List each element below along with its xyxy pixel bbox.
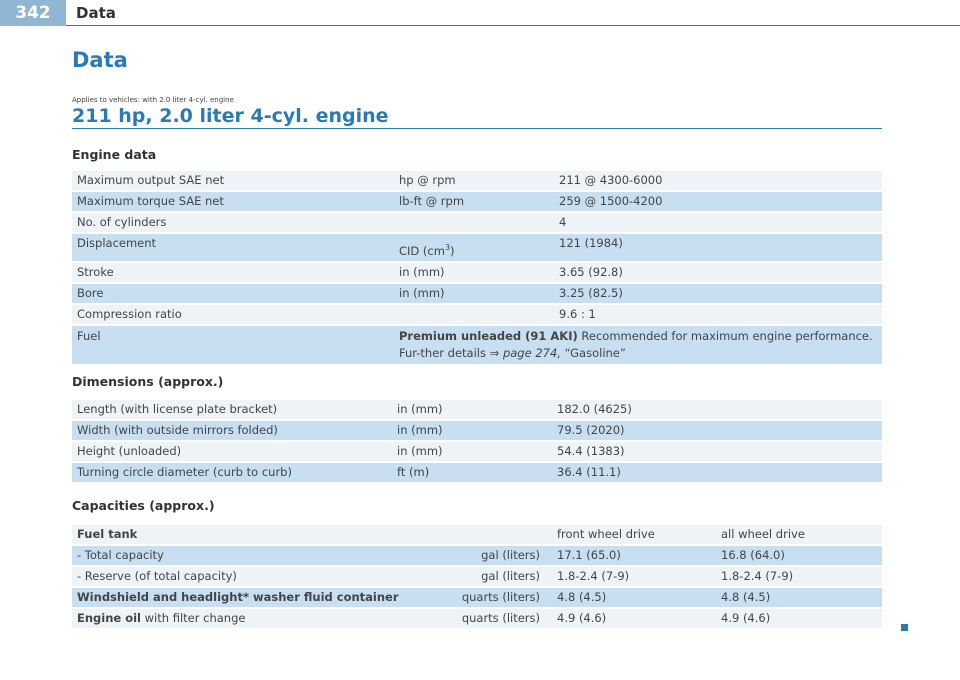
table-row (72, 546, 882, 565)
capacities-heading: Capacities (approx.) (72, 498, 215, 513)
table-row (72, 525, 882, 544)
table-row (72, 609, 882, 628)
row-unit: in (mm) (394, 284, 554, 303)
row-label: No. of cylinders (72, 213, 394, 232)
dimensions-table (72, 398, 882, 484)
row-label: Height (unloaded) (72, 442, 392, 461)
table-row (72, 213, 882, 232)
row-unit: ft (m) (392, 463, 552, 482)
table-row (72, 263, 882, 282)
row-label: Compression ratio (72, 305, 394, 324)
row-label: Maximum torque SAE net (72, 192, 394, 211)
row-value: 3.65 (92.8) (554, 263, 882, 282)
table-row (72, 588, 882, 607)
row-label: - Total capacity (72, 546, 449, 565)
row-label: Displacement (72, 234, 394, 261)
capacities-table (72, 523, 882, 630)
table-row (72, 421, 882, 440)
row-value: 36.4 (11.1) (552, 463, 882, 482)
row-unit (394, 305, 554, 324)
arrow-icon: ⇒ (489, 345, 503, 360)
row-value: 79.5 (2020) (552, 421, 882, 440)
table-row (72, 192, 882, 211)
row-unit: hp @ rpm (394, 171, 554, 190)
row-label: Fuel (72, 326, 394, 364)
row-value-fwd: 4.8 (4.5) (552, 588, 716, 607)
row-value: 9.6 : 1 (554, 305, 882, 324)
page-number: 342 (0, 0, 66, 26)
unit-superscript: 3 (444, 243, 451, 252)
column-header-awd: all wheel drive (716, 525, 882, 544)
row-value-fwd: 1.8-2.4 (7-9) (552, 567, 716, 586)
fuel-text: Recommended for maximum engine performance. Fur-ther details (399, 328, 873, 360)
row-label: Fuel tank (72, 525, 449, 544)
row-label: Length (with license plate bracket) (72, 400, 392, 419)
row-unit: gal (liters) (449, 567, 552, 586)
row-value-awd: 1.8-2.4 (7-9) (716, 567, 882, 586)
unit-close: ) (450, 243, 455, 258)
row-value: 4 (554, 213, 882, 232)
row-unit: quarts (liters) (449, 588, 552, 607)
row-unit (449, 525, 552, 544)
table-row (72, 567, 882, 586)
row-value: 259 @ 1500-4200 (554, 192, 882, 211)
row-value-fwd: 17.1 (65.0) (552, 546, 716, 565)
row-value-awd: 4.9 (4.6) (716, 609, 882, 628)
row-label: Bore (72, 284, 394, 303)
dimensions-heading: Dimensions (approx.) (72, 374, 224, 389)
oil-label-bold: Engine oil (77, 611, 141, 625)
row-value: 211 @ 4300-6000 (554, 171, 882, 190)
row-unit: in (mm) (392, 442, 552, 461)
row-label: - Reserve (of total capacity) (72, 567, 449, 586)
row-unit: in (mm) (392, 421, 552, 440)
row-unit: in (mm) (392, 400, 552, 419)
table-row (72, 171, 882, 190)
header-rule (66, 25, 960, 26)
table-row (72, 234, 882, 261)
engine-data-table (72, 169, 882, 366)
row-label: Maximum output SAE net (72, 171, 394, 190)
row-value: 182.0 (4625) (552, 400, 882, 419)
table-row (72, 400, 882, 419)
table-row (72, 442, 882, 461)
row-value-fwd: 4.9 (4.6) (552, 609, 716, 628)
section-end-marker (901, 624, 908, 631)
engine-title: 211 hp, 2.0 liter 4-cyl. engine (72, 105, 389, 127)
row-label: Width (with outside mirrors folded) (72, 421, 392, 440)
page-title: Data (72, 48, 128, 72)
column-header-fwd: front wheel drive (552, 525, 716, 544)
row-value: 54.4 (1383) (552, 442, 882, 461)
fuel-text-end: “Gasoline” (560, 345, 626, 360)
fuel-type: Premium unleaded (91 AKI) (399, 328, 578, 343)
engine-data-heading: Engine data (72, 147, 157, 162)
table-row (72, 284, 882, 303)
unit-text: CID (cm (399, 243, 445, 258)
row-value: 121 (1984) (554, 234, 882, 261)
row-label: Windshield and headlight* washer fluid container (72, 588, 449, 607)
row-unit (394, 213, 554, 232)
table-row (72, 463, 882, 482)
oil-label-rest: with filter change (141, 611, 246, 625)
running-title: Data (76, 4, 116, 22)
row-label (72, 609, 449, 628)
row-unit (394, 234, 554, 261)
applies-to-note: Applies to vehicles: with 2.0 liter 4-cyl. engine (72, 96, 234, 104)
page-reference-link[interactable]: page 274, (502, 345, 561, 360)
row-label: Stroke (72, 263, 394, 282)
row-unit: gal (liters) (449, 546, 552, 565)
table-row (72, 305, 882, 324)
engine-title-rule (72, 128, 882, 129)
fuel-description (394, 326, 882, 364)
row-value: 3.25 (82.5) (554, 284, 882, 303)
row-value-awd: 4.8 (4.5) (716, 588, 882, 607)
row-unit: in (mm) (394, 263, 554, 282)
table-row-fuel (72, 326, 882, 364)
row-label: Turning circle diameter (curb to curb) (72, 463, 392, 482)
row-unit: quarts (liters) (449, 609, 552, 628)
row-unit: lb-ft @ rpm (394, 192, 554, 211)
row-value-awd: 16.8 (64.0) (716, 546, 882, 565)
